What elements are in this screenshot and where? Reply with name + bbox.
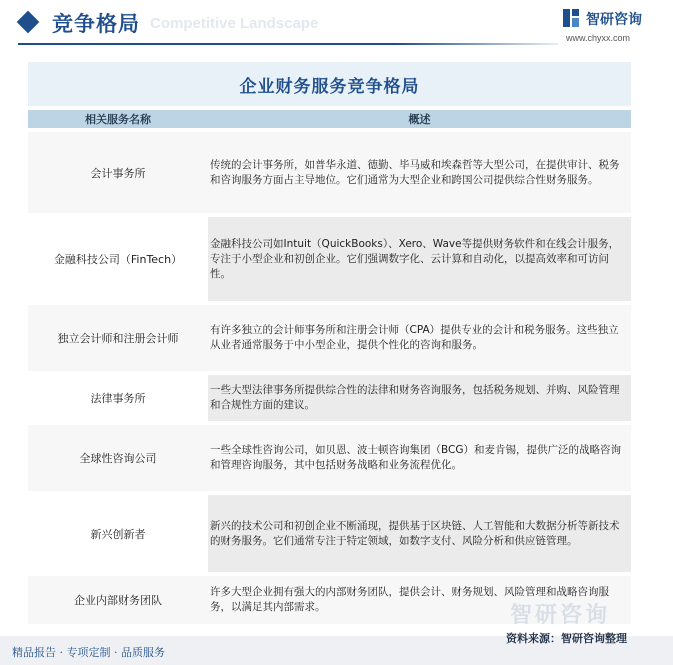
header-ghost-text: Competitive Landscape (150, 15, 319, 32)
service-name: 新兴创新者 (28, 495, 208, 572)
competition-table (28, 62, 631, 628)
table-row (28, 301, 631, 371)
brand-url: www.chyxx.com (566, 33, 631, 43)
brand-logo-icon (562, 8, 580, 28)
service-name: 会计事务所 (28, 132, 208, 213)
service-desc: 许多大型企业拥有强大的内部财务团队，提供会计、财务规划、风险管理和战略咨询服务，以满足其内部需求。 (210, 586, 609, 613)
diamond-icon (17, 11, 40, 34)
footer-slogan: 精品报告 · 专项定制 · 品质服务 (12, 646, 165, 659)
service-name: 全球性咨询公司 (28, 425, 208, 491)
table-row (28, 491, 631, 572)
service-desc: 一些大型法律事务所提供综合性的法律和财务咨询服务，包括税务规划、并购、风险管理和合规性方面的建议。 (210, 384, 620, 411)
column-header-desc: 概述 (408, 113, 431, 126)
header-divider (18, 43, 558, 45)
table-row (28, 213, 631, 301)
service-name: 企业内部财务团队 (28, 576, 208, 624)
header (0, 0, 673, 50)
table-row (28, 371, 631, 421)
table-row (28, 128, 631, 213)
footer (0, 603, 673, 665)
service-name: 法律事务所 (28, 375, 208, 421)
service-name: 独立会计师和注册会计师 (28, 305, 208, 371)
service-desc: 新兴的技术公司和初创企业不断涌现，提供基于区块链、人工智能和大数据分析等新技术的财务服务。它们通常专注于特定领域，如数字支付、风险分析和供应链管理。 (210, 519, 620, 547)
source-note: 资料来源：智研咨询整理 (506, 632, 627, 645)
service-desc: 传统的会计事务所，如普华永道、德勤、毕马威和埃森哲等大型公司，在提供审计、税务和咨询服务方面占主导地位。它们通常为大型企业和跨国公司提供综合性财务服务。 (210, 158, 620, 186)
column-header-name: 相关服务名称 (85, 113, 151, 126)
service-desc: 有许多独立的会计师事务所和注册会计师（CPA）提供专业的会计和税务服务。这些独立从业者通常服务于中小型企业，提供个性化的咨询和服务。 (210, 324, 619, 351)
table-title: 企业财务服务竞争格局 (28, 62, 631, 106)
service-desc: 金融科技公司如Intuit（QuickBooks）、Xero、Wave等提供财务软件和在线会计服务，专注于小型企业和初创企业。它们强调数字化、云计算和自动化，以提高效率和可访问性。 (210, 237, 620, 280)
table-row (28, 421, 631, 491)
service-name: 金融科技公司（FinTech） (28, 217, 208, 301)
service-desc: 一些全球性咨询公司，如贝恩、波士顿咨询集团（BCG）和麦肯锡，提供广泛的战略咨询和管理咨询服务，其中包括财务战略和业务流程优化。 (210, 444, 621, 471)
table-header (28, 110, 631, 128)
brand-name: 智研咨询 (586, 12, 642, 28)
footer-watermark: 智研咨询 (510, 603, 611, 628)
brand-block (562, 6, 672, 46)
page-title: 竞争格局 (52, 12, 140, 36)
